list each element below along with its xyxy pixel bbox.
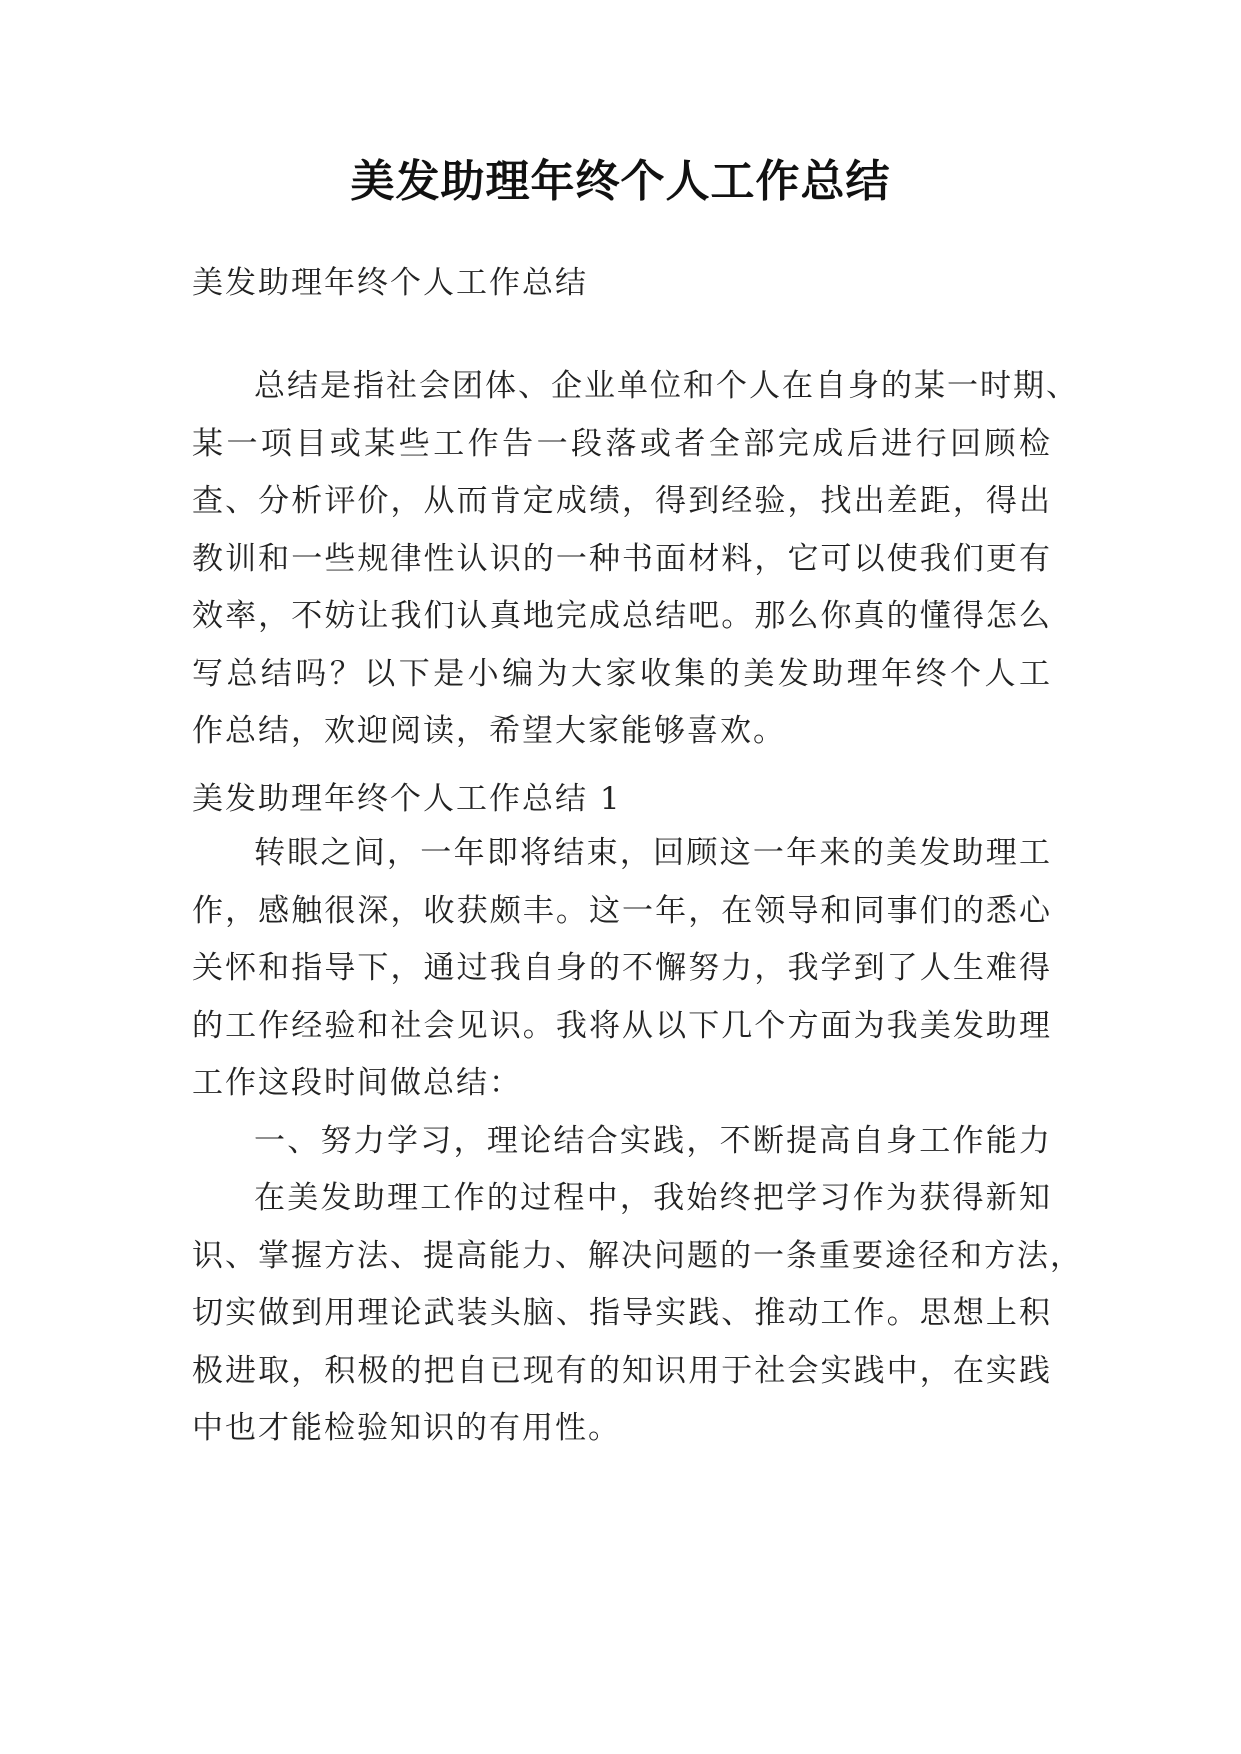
body-line: 的工作经验和社会见识。我将从以下几个方面为我美发助理 <box>192 1007 1052 1044</box>
body-line: 作，感触很深，收获颇丰。这一年，在领导和同事们的悉心 <box>192 892 1052 929</box>
body-line: 中也才能检验知识的有用性。 <box>192 1410 621 1446</box>
document-title: 美发助理年终个人工作总结 <box>350 156 891 207</box>
document-subtitle: 美发助理年终个人工作总结 <box>192 265 588 301</box>
body-line: 工作这段时间做总结： <box>192 1065 522 1101</box>
body-line: 在美发助理工作的过程中，我始终把学习作为获得新知 <box>254 1180 1052 1216</box>
intro-line: 效率，不妨让我们认真地完成总结吧。那么你真的懂得怎么 <box>192 598 1052 634</box>
body-line: 切实做到用理论武装头脑、指导实践、推动工作。思想上积 <box>192 1295 1052 1331</box>
intro-line: 总结是指社会团体、企业单位和个人在自身的某一时期、 <box>254 368 1079 404</box>
intro-line: 写总结吗？以下是小编为大家收集的美发助理年终个人工 <box>192 655 1052 692</box>
body-line: 转眼之间，一年即将结束，回顾这一年来的美发助理工 <box>254 835 1052 871</box>
intro-line: 教训和一些规律性认识的一种书面材料，它可以使我们更有 <box>192 540 1052 577</box>
intro-paragraph <box>192 358 1079 761</box>
body-line: 识、掌握方法、提高能力、解决问题的一条重要途径和方法， <box>192 1237 1083 1274</box>
body-line: 极进取，积极的把自已现有的知识用于社会实践中，在实践 <box>192 1352 1052 1389</box>
body-line: 一、努力学习，理论结合实践，不断提高自身工作能力 <box>254 1122 1052 1159</box>
intro-line: 作总结，欢迎阅读，希望大家能够喜欢。 <box>192 713 786 749</box>
section-heading: 美发助理年终个人工作总结 1 <box>192 781 622 817</box>
body-line: 关怀和指导下，通过我自身的不懈努力，我学到了人生难得 <box>192 950 1052 986</box>
section-body <box>192 825 1083 1458</box>
intro-line: 查、分析评价，从而肯定成绩，得到经验，找出差距，得出 <box>192 483 1052 519</box>
intro-line: 某一项目或某些工作告一段落或者全部完成后进行回顾检 <box>192 425 1052 462</box>
